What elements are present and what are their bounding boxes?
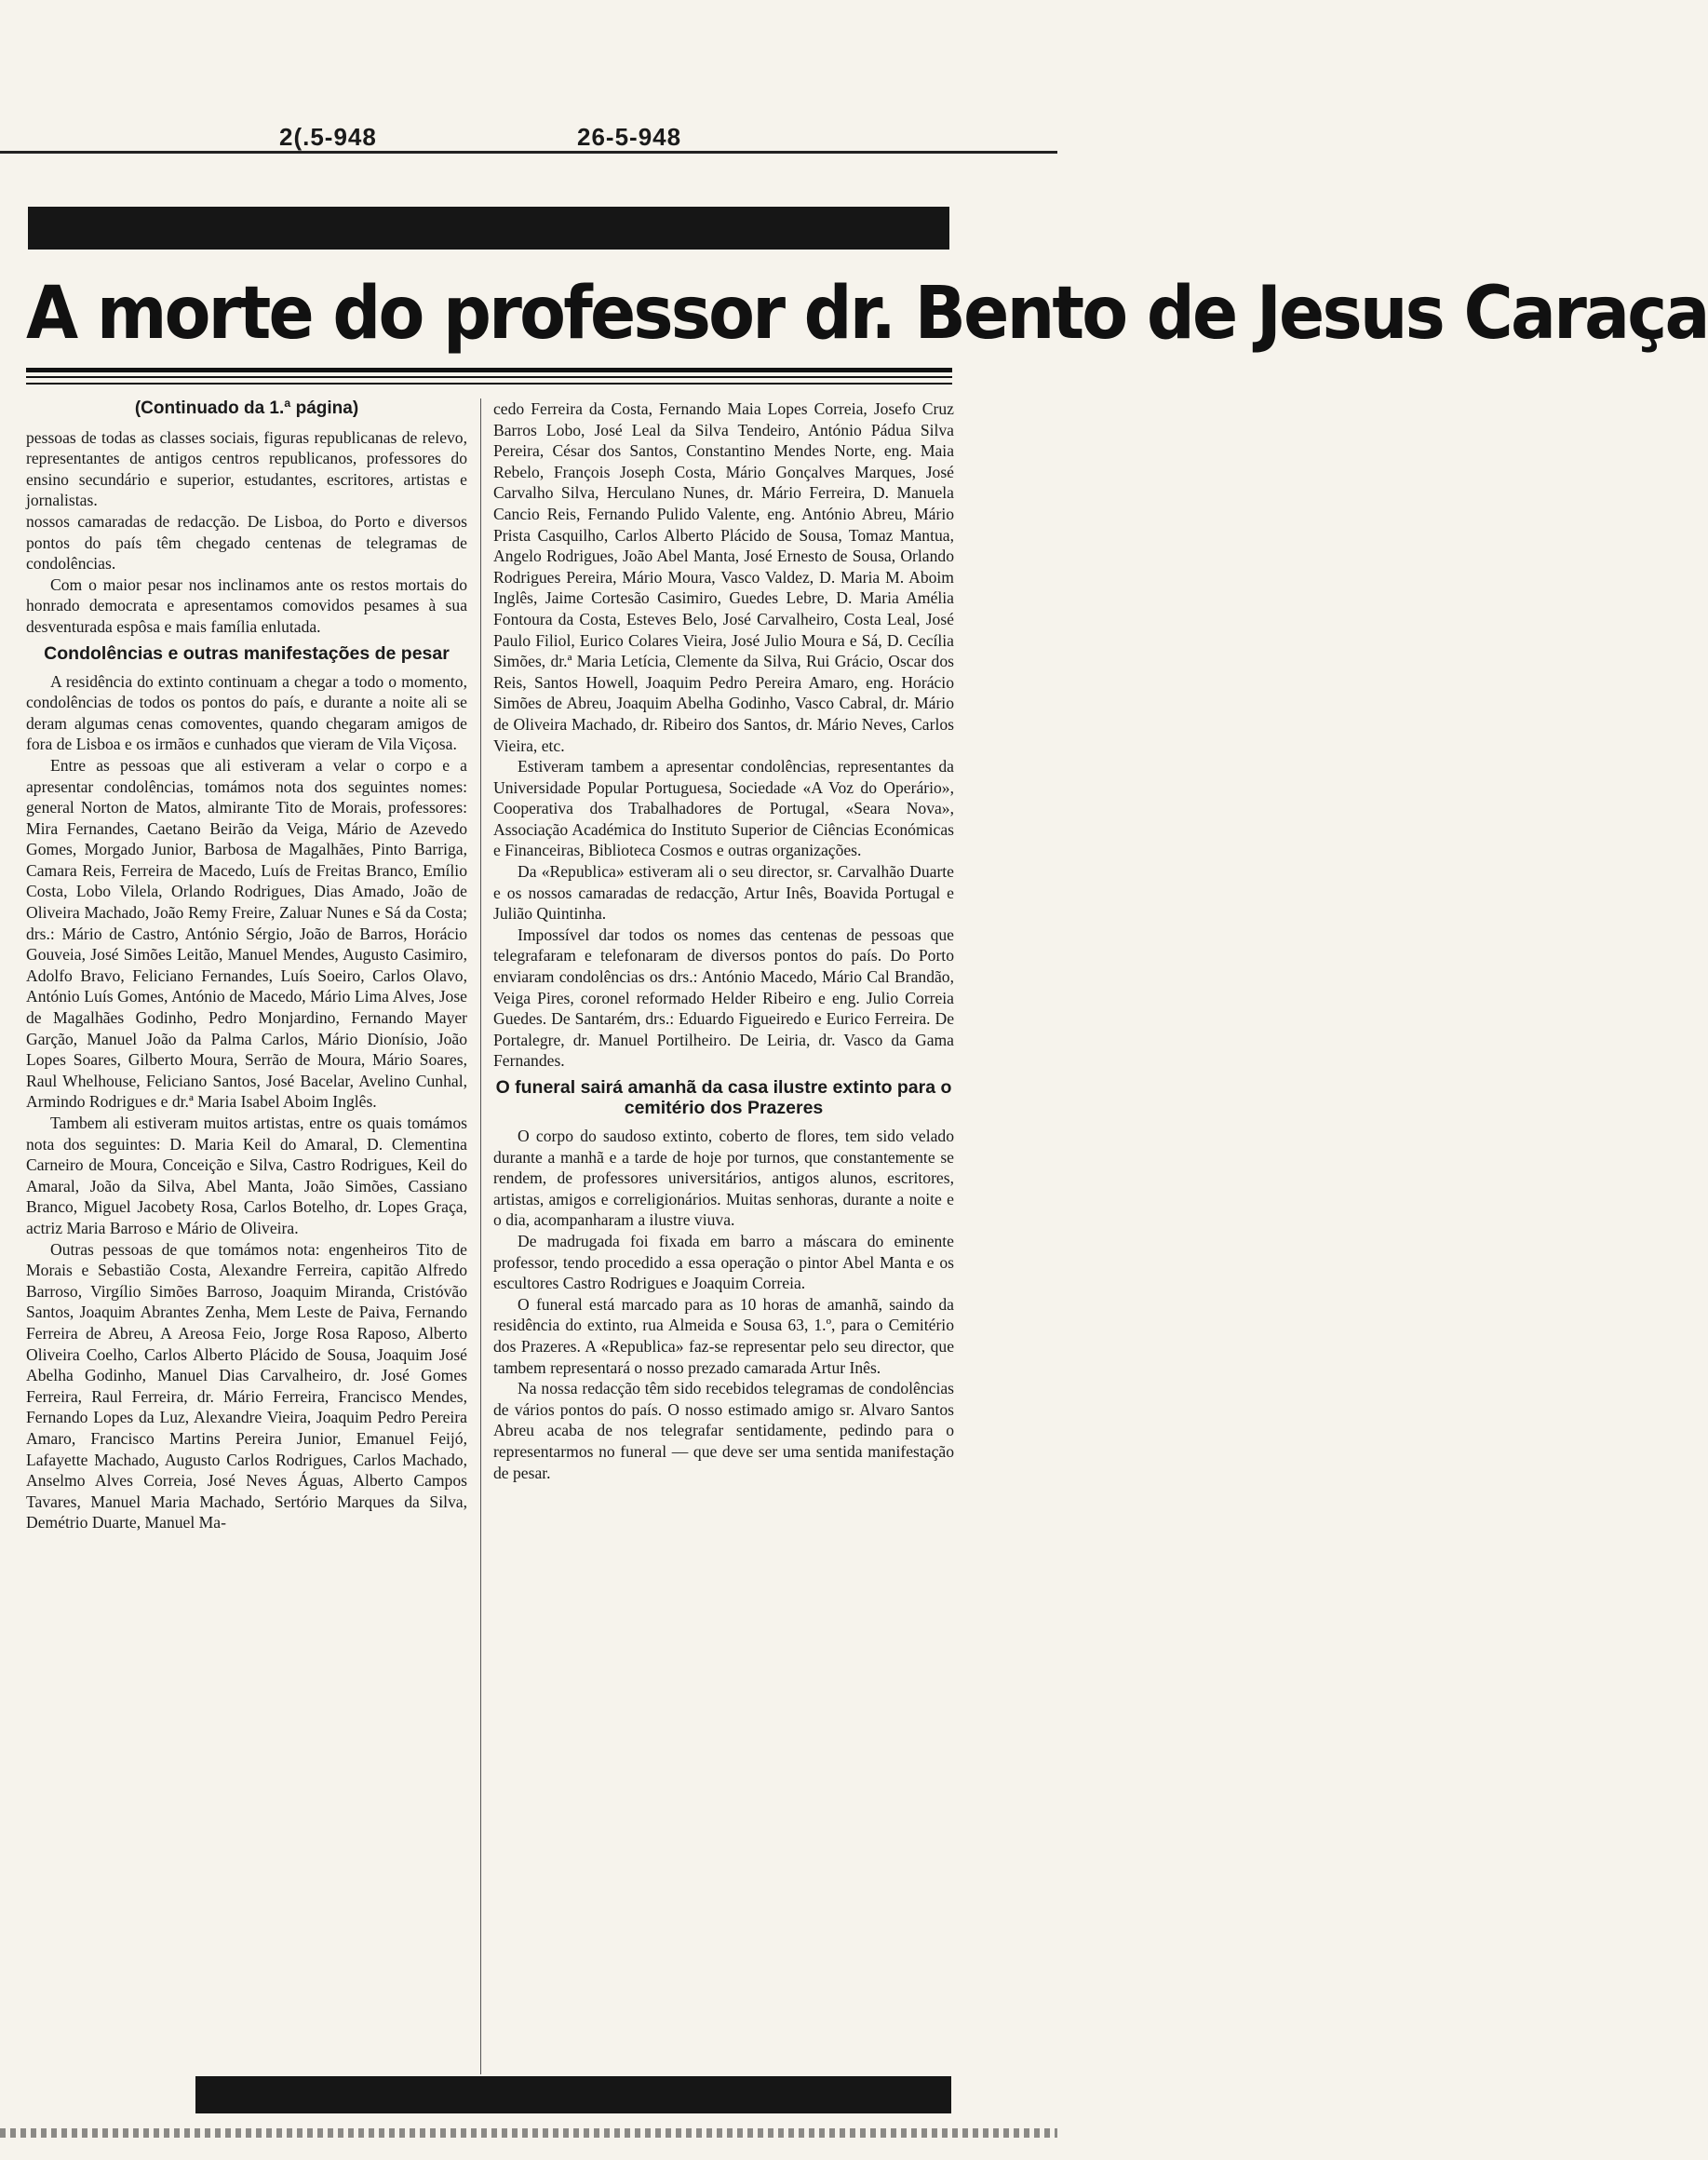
paragraph: Impossível dar todos os nomes das centenas de pessoas que telegrafaram e telefonaram de diversos pontos do país. Do Porto enviaram condolências os drs.: António Macedo, Mário Cal Brandão, Veiga Pires, coronel reformado Helder Ribeiro e eng. Julio Correia Guedes. De Santarém, drs.: Eduardo Figueiredo e Eurico Ferreira. De Portalegre, dr. Manuel Portilheiro. De Leiria, dr. Vasco da Gama Fernandes. [493,925,954,1071]
left-column [26,398,467,1533]
paragraph: pessoas de todas as classes sociais, figuras republicanas de relevo, representantes de antigos centros republicanos, professores do ensino secundário e superior, estudantes, escritores, artistas e jornalistas. [26,427,467,510]
top-rule [0,151,1057,154]
header-black-bar [28,207,949,250]
paragraph: Entre as pessoas que ali estiveram a velar o corpo e a apresentar condolências, tomámos nota dos seguintes nomes: general Norton de Matos, almirante Tito de Morais, professores: Mira Fernandes, Caetano Beirão da Veiga, Mário de Azevedo Gomes, Morgado Junior, Barbosa de Magalhães, Pinto Barriga, Camara Reis, Ferreira de Macedo, Luís de Freitas Branco, Emílio Costa, Lobo Vilela, Orlando Rodrigues, Dias Amado, João de Oliveira Machado, João Remy Freire, Zaluar Nunes e Sá da Costa; drs.: Mário de Castro, António Sérgio, João de Barros, Horácio Gouveia, José Simões Leitão, Manuel Mendes, Augusto Casimiro, Adolfo Bravo, Feliciano Fernandes, Luís Soeiro, Carlos Olavo, António Luís Gomes, António de Macedo, Mário Lima Alves, Jose de Magalhães Godinho, Pedro Monjardino, Fernando Mayer Garção, Manuel João da Palma Carlos, Mário Dionísio, João Lopes Soares, Gilberto Moura, Serrão de Moura, Mário Soares, Raul Whelhouse, Feliciano Santos, José Bacelar, Avelino Cunhal, Armindo Rodrigues e dr.ª Maria Isabel Aboim Inglês. [26,755,467,1112]
paragraph: Com o maior pesar nos inclinamos ante os restos mortais do honrado democrata e apresentamos comovidos pesames à sua desventurada espôsa e mais família enlutada. [26,574,467,636]
paragraph: Na nossa redacção têm sido recebidos telegramas de condolências de vários pontos do país. O nosso estimado amigo sr. Alvaro Santos Abreu acaba de nos telegrafar sentidamente, pedindo para o representarmos no funeral — que deve ser uma sentida manifestação de pesar. [493,1379,954,1482]
continued-note: (Continuado da 1.ª página) [134,398,359,418]
paragraph: Estiveram tambem a apresentar condolências, representantes da Universidade Popular Portuguesa, Sociedade «A Voz do Operário», Cooperativa dos Trabalhadores de Portugal, «Seara Nova», Associação Académica do Instituto Superior de Ciências Económicas e Financeiras, Biblioteca Cosmos e outras organizações. [493,757,954,860]
paragraph: nossos camaradas de redacção. De Lisboa, do Porto e diversos pontos do país têm chegado centenas de telegramas de condolências. [26,511,467,574]
subheading: O funeral sairá amanhã da casa ilustre extinto para o cemitério dos Prazeres [495,1077,952,1118]
paragraph: O corpo do saudoso extinto, coberto de flores, tem sido velado durante a manhã e a tarde de hoje por turnos, que constantemente se rendem, de professores universitários, antigos alunos, escritores, artistas, amigos e correligionários. Muitas senhoras, durante a noite e o dia, acompanharam a ilustre viuva. [493,1127,954,1230]
paragraph: O funeral está marcado para as 10 horas de amanhã, saindo da residência do extinto, rua Almeida e Sousa 63, 1.º, para o Cemitério dos Prazeres. A «Republica» faz-se representar pelo seu director, que tambem representará o nosso prezado camarada Artur Inês. [493,1294,954,1377]
headline-rule-thin [26,376,952,378]
paragraph: Outras pessoas de que tomámos nota: engenheiros Tito de Morais e Sebastião Costa, Alexandre Ferreira, capitão Alfredo Barroso, Virgílio Simões Barroso, Joaquim Miranda, Cristóvão Santos, Joaquim Abrantes Zenha, Mem Leste de Paiva, Fernando Ferreira de Abreu, A Areosa Feio, Jorge Rosa Raposo, Alberto Oliveira Coelho, Carlos Alberto Plácido de Sousa, Joaquim José Abelha Godinho, Manuel Dias Carvalheiro, dr. José Gomes Ferreira, Raul Ferreira, dr. Mário Ferreira, Francisco Mendes, Fernando Lopes da Luz, Alexandre Vieira, Joaquim Pedro Pereira Amaro, Francisco Martins Pereira Junior, Emanuel Feijó, Lafayette Machado, Augusto Carlos Rodrigues, Carlos Machado, Anselmo Alves Correia, José Neves Águas, Alberto Campos Tavares, Manuel Maria Machado, Sertório Marques da Silva, Demétrio Duarte, Manuel Ma- [26,1239,467,1532]
date-right: 26-5-948 [577,123,682,151]
headline: A morte do professor dr. Bento de Jesus Caraça [26,272,1708,356]
headline-rule-thick [26,368,952,372]
paragraph: cedo Ferreira da Costa, Fernando Maia Lopes Correia, Josefo Cruz Barros Lobo, José Leal da Silva Tendeiro, António Pádua Silva Pereira, César dos Santos, Constantino Mendes Norte, eng. Maia Rebelo, François Joseph Costa, Mário Gonçalves Marques, José Carvalho Silva, Herculano Nunes, dr. Mário Ferreira, D. Manuela Cancio Reis, Fernando Pulido Valente, eng. António Abreu, Mário Prista Casquilho, Carlos Alberto Plácido de Sousa, Tomaz Mantua, Angelo Rodrigues, João Abel Manta, José Ernesto de Sousa, Orlando Rodrigues Pereira, Mário Moura, Vasco Valdez, D. Maria M. Aboim Inglês, Jaime Cortesão Casimiro, Guedes Lebre, D. Maria Amélia Fontoura da Costa, Esteves Belo, José Carvalheiro, Costa Leal, José Paulo Filiol, Eurico Colares Vieira, José Julio Moura e Sá, D. Cecília Simões, dr.ª Maria Letícia, Clemente da Silva, Rui Grácio, Oscar dos Reis, Santos Howell, Joaquim Pedro Pereira Amaro, eng. Horácio Simões de Abreu, Joaquim Abelha Godinho, Vasco Cabral, dr. Mário de Oliveira Machado, dr. Ribeiro dos Santos, dr. Mário Neves, Carlos Vieira, etc. [493,399,954,755]
subheading: Condolências e outras manifestações de pesar [44,642,450,664]
bottom-edge [0,2128,1057,2138]
headline-rule-thin-2 [26,383,952,385]
paragraph: Da «Republica» estiveram ali o seu director, sr. Carvalhão Duarte e os nossos camaradas de redacção, Artur Inês, Boavida Portugal e Julião Quintinha. [493,862,954,924]
column-divider [480,398,481,2074]
paragraph: A residência do extinto continuam a chegar a todo o momento, condolências de todos os pontos do país, e durante a noite ali se deram algumas cenas comoventes, quando chegaram amigos de fora de Lisboa e os irmãos e cunhados que vieram de Vila Viçosa. [26,671,467,754]
right-column [493,398,954,1483]
paragraph: De madrugada foi fixada em barro a máscara do eminente professor, tendo procedido a essa operação o pintor Abel Manta e os escultores Castro Rodrigues e Joaquim Correia. [493,1231,954,1293]
date-left: 2(.5-948 [279,123,377,151]
footer-black-bar [195,2076,951,2113]
paragraph: Tambem ali estiveram muitos artistas, entre os quais tomámos nota dos seguintes: D. Maria Keil do Amaral, D. Clementina Carneiro de Moura, Conceição e Silva, Castro Rodrigues, Keil do Amaral, João da Silva, Abel Manta, João Simões, Cassiano Branco, Miguel Jacobety Rosa, Carlos Botelho, dr. Lopes Graça, actriz Maria Barroso e Mário de Oliveira. [26,1114,467,1237]
